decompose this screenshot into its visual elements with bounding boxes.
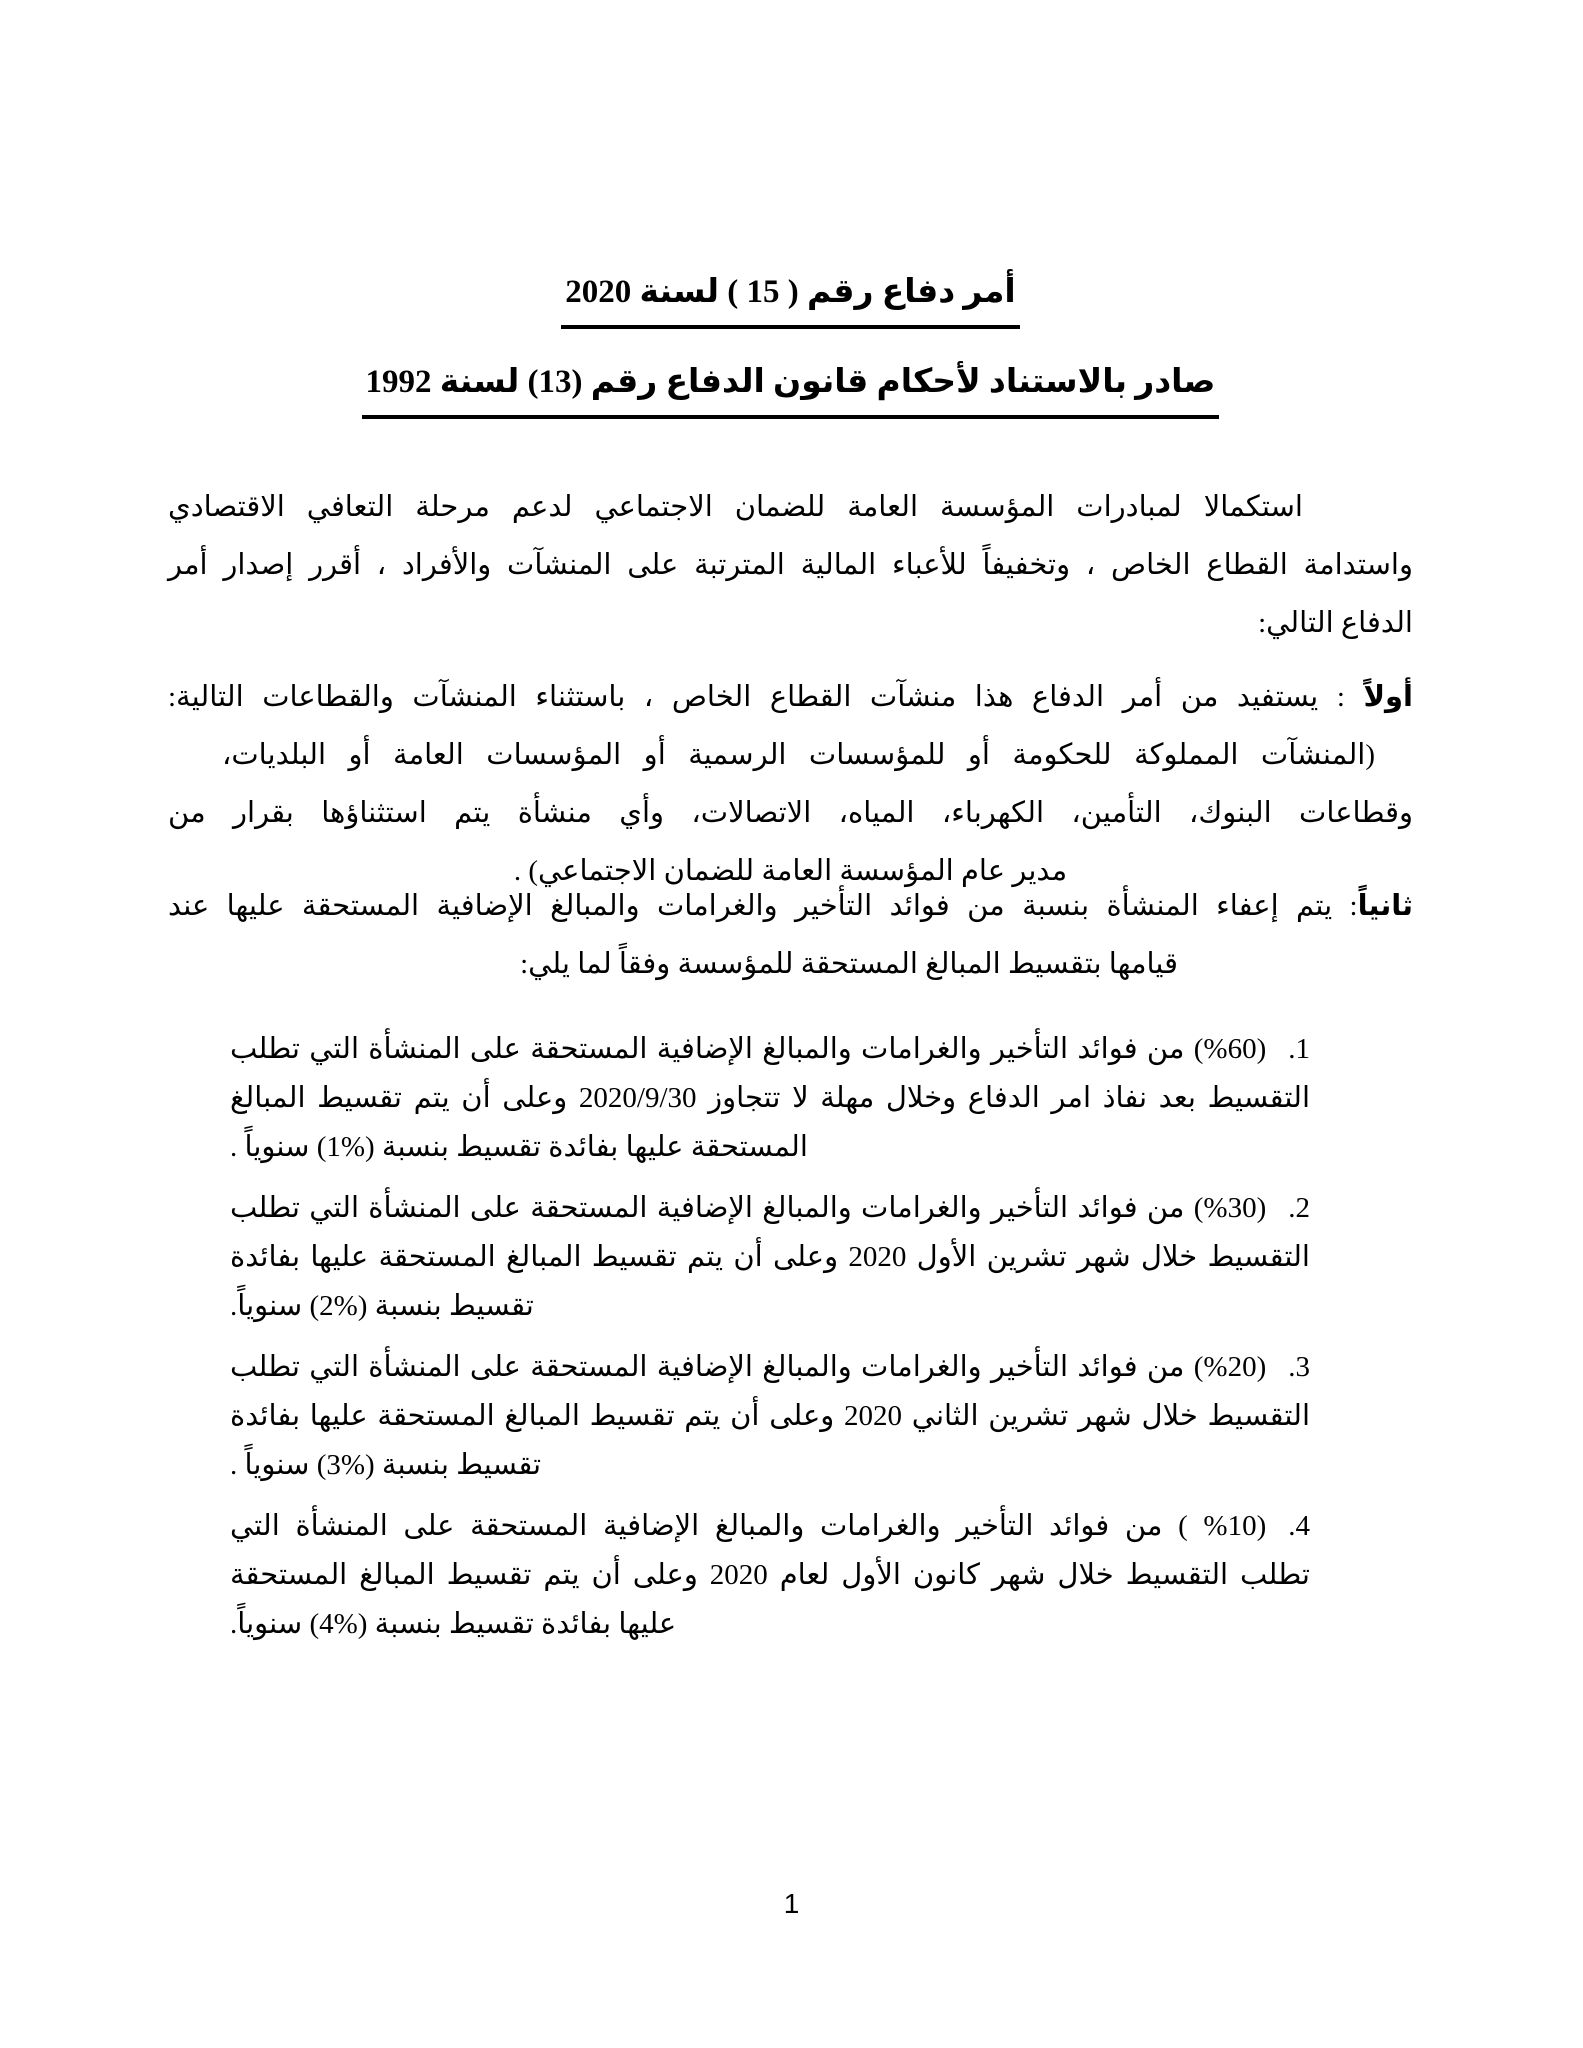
text-line: المستحقة عليها بفائدة تقسيط بنسبة (%1) سنوياً . <box>230 1131 808 1163</box>
text-line <box>168 668 1413 726</box>
list-item-marker: 2. <box>1288 1192 1310 1224</box>
text-line: تطلب التقسيط خلال شهر كانون الأول لعام 2020 وعلى أن يتم تقسيط المبالغ المستحقة <box>230 1559 1310 1591</box>
clause-second-label: ثانياً <box>1357 890 1413 922</box>
text-line: واستدامة القطاع الخاص ، وتخفيفاً للأعباء المالية المترتبة على المنشآت والأفراد ، أقرر إصدار أمر <box>168 549 1413 581</box>
list-item-text: (%30) من فوائد التأخير والغرامات والمبالغ الإضافية المستحقة على المنشأة التي تطلب <box>230 1192 1267 1224</box>
list-item-text: (%10 ) من فوائد التأخير والغرامات والمبالغ الإضافية المستحقة على المنشأة التي <box>230 1510 1267 1542</box>
list-item-text: (%60) من فوائد التأخير والغرامات والمبالغ الإضافية المستحقة على المنشأة التي تطلب <box>230 1033 1267 1065</box>
title-underlined-text-1: أمر دفاع رقم ( 15 ) لسنة 2020 <box>561 265 1019 329</box>
text-line: التقسيط خلال شهر تشرين الثاني 2020 وعلى أن يتم تقسيط المبالغ المستحقة عليها بفائدة <box>230 1400 1310 1432</box>
list-item-text: (%20) من فوائد التأخير والغرامات والمبالغ الإضافية المستحقة على المنشأة التي تطلب <box>230 1351 1267 1383</box>
text-line <box>230 1343 1310 1392</box>
list-item-marker: 3. <box>1288 1351 1310 1383</box>
text-line <box>230 1502 1310 1551</box>
numbered-list <box>230 1025 1310 1661</box>
text-line: مدير عام المؤسسة العامة للضمان الاجتماعي) . <box>513 855 1068 887</box>
list-item-marker: 1. <box>1288 1033 1310 1065</box>
text-line: (المنشآت المملوكة للحكومة أو للمؤسسات الرسمية أو المؤسسات العامة أو البلديات، <box>222 739 1375 771</box>
text-line: التقسيط بعد نفاذ امر الدفاع وخلال مهلة لا تتجاوز 2020/9/30 وعلى أن يتم تقسيط المبالغ <box>230 1082 1310 1114</box>
text-line: استكمالا لمبادرات المؤسسة العامة للضمان الاجتماعي لدعم مرحلة التعافي الاقتصادي <box>168 491 1303 523</box>
list-item <box>230 1184 1310 1331</box>
text-line <box>230 1025 1310 1074</box>
text-line: التقسيط خلال شهر تشرين الأول 2020 وعلى أن يتم تقسيط المبالغ المستحقة عليها بفائدة <box>230 1241 1310 1273</box>
document-title-line2 <box>168 355 1413 419</box>
page-number: 1 <box>783 1888 800 1919</box>
list-item <box>230 1502 1310 1649</box>
clause-first-label: أولاً <box>1363 681 1413 713</box>
text-line <box>230 1184 1310 1233</box>
title-underlined-text-2: صادر بالاستناد لأحكام قانون الدفاع رقم (13) لسنة 1992 <box>362 355 1220 419</box>
list-item <box>230 1025 1310 1172</box>
text-line: تقسيط بنسبة (%3) سنوياً . <box>230 1449 542 1481</box>
text-line: وقطاعات البنوك، التأمين، الكهرباء، المياه، الاتصالات، وأي منشأة يتم استثناؤها بقرار من <box>168 797 1413 829</box>
clause-second-text: : يتم إعفاء المنشأة بنسبة من فوائد التأخير والغرامات والمبالغ الإضافية المستحقة عليها عند <box>168 890 1358 922</box>
text-line: تقسيط بنسبة (%2) سنوياً. <box>230 1290 534 1322</box>
list-item <box>230 1343 1310 1490</box>
clause-second <box>168 877 1413 993</box>
text-line: عليها بفائدة تقسيط بنسبة (%4) سنوياً. <box>230 1608 677 1640</box>
list-item-marker: 4. <box>1288 1510 1310 1542</box>
text-line <box>168 877 1413 935</box>
clause-first <box>168 668 1413 900</box>
text-line: قيامها بتقسيط المبالغ المستحقة للمؤسسة وفقاً لما يلي: <box>520 948 1178 980</box>
document-title-line1 <box>168 265 1413 329</box>
clause-first-text: : يستفيد من أمر الدفاع هذا منشآت القطاع الخاص ، باستثناء المنشآت والقطاعات التالية: <box>168 681 1364 713</box>
text-line: الدفاع التالي: <box>1258 607 1413 639</box>
intro-paragraph <box>168 478 1413 652</box>
